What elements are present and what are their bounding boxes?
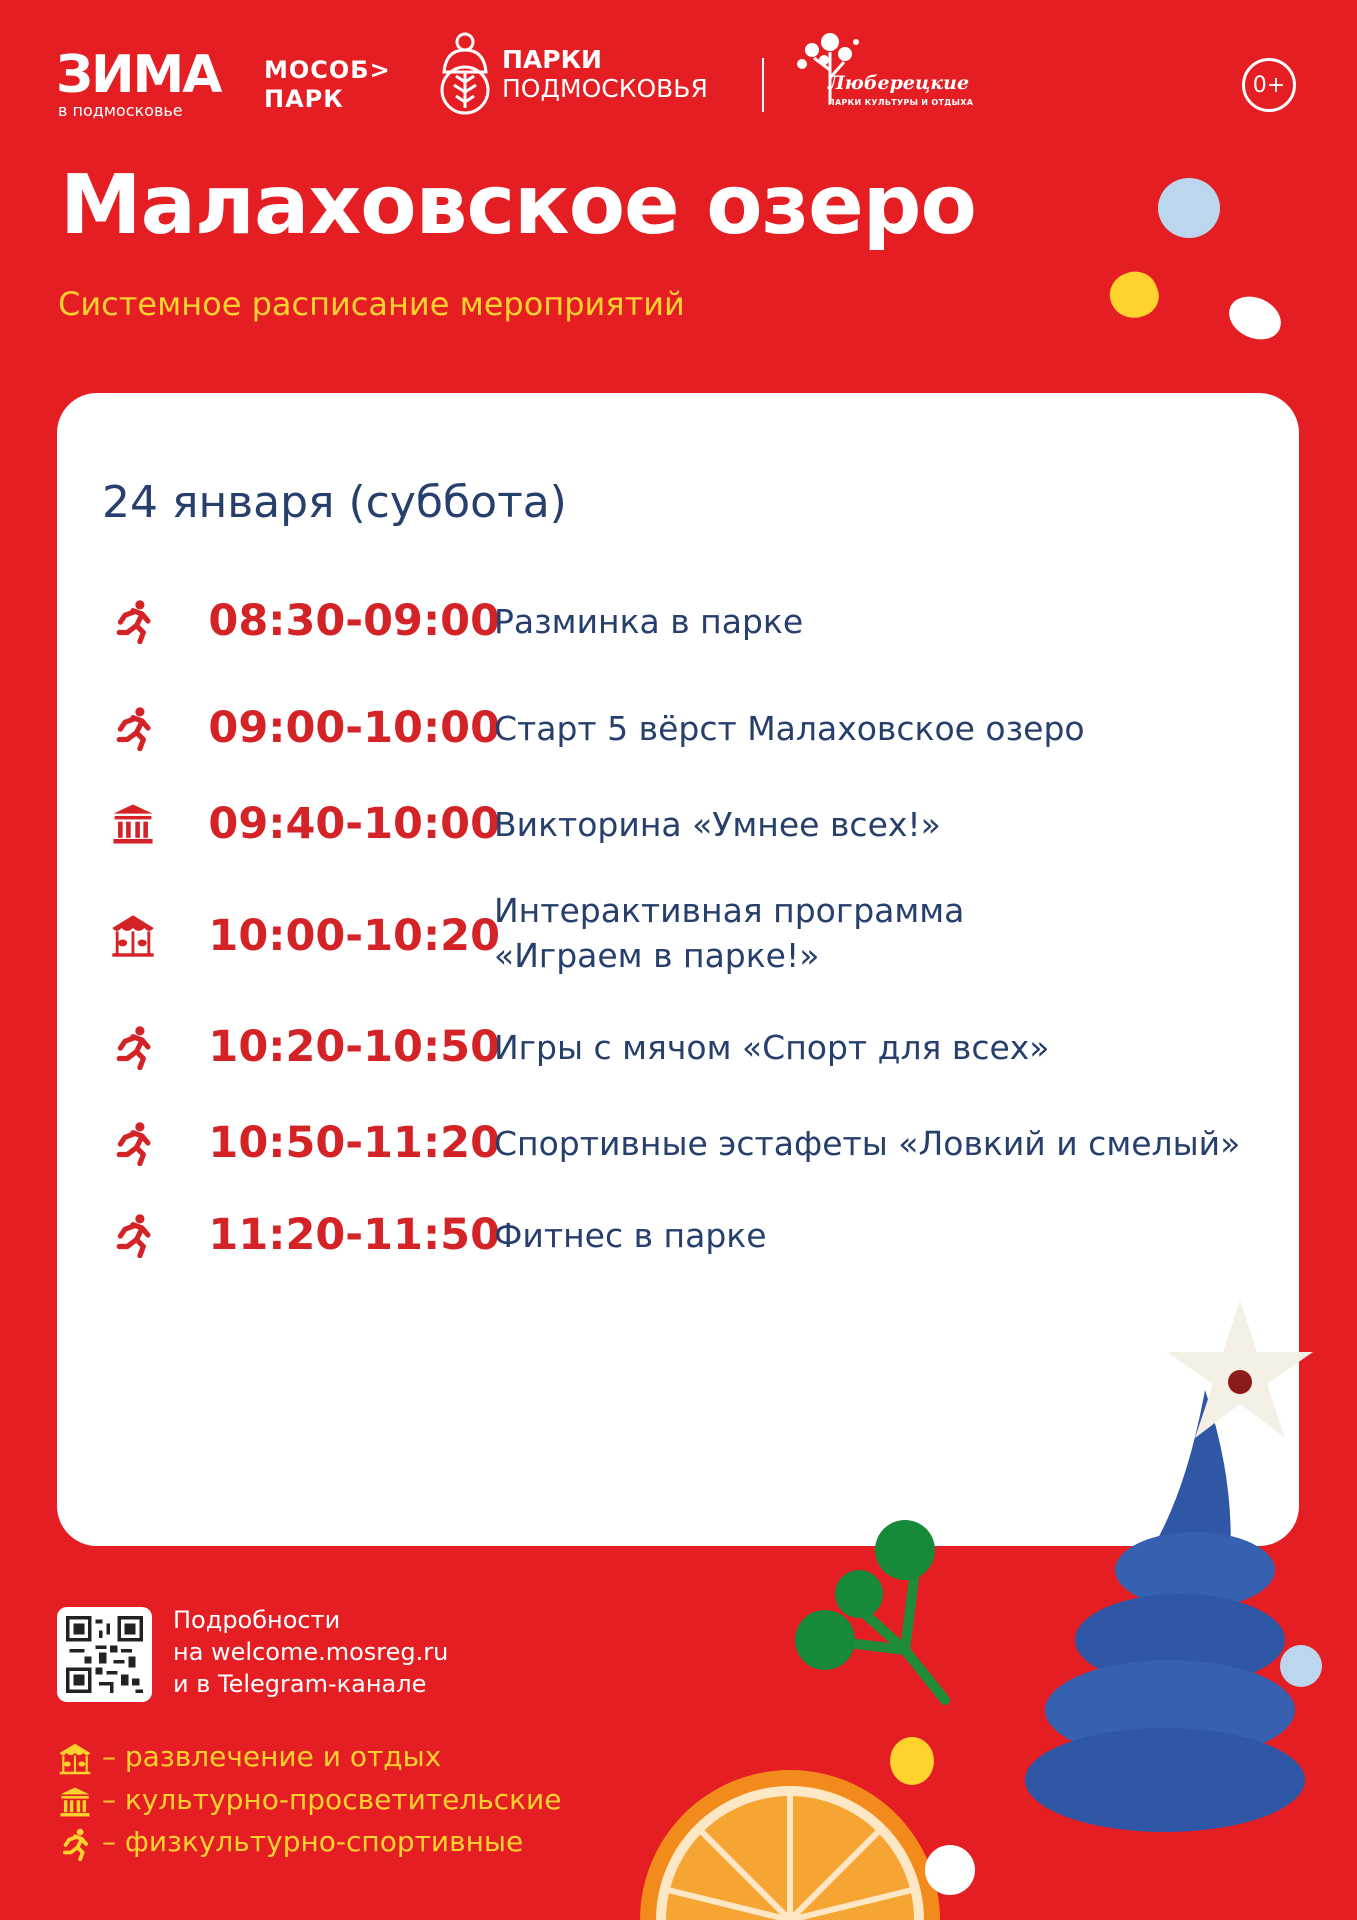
parki-podmoskovya-logo (436, 32, 708, 116)
christmas-tree-illustration (995, 1300, 1335, 1860)
event-name: Фитнес в парке (494, 1216, 767, 1255)
info-text (173, 1604, 448, 1700)
runner-icon (110, 1024, 156, 1070)
knit-hat-icon (436, 32, 494, 116)
decor-dot-white (925, 1845, 975, 1895)
legend-item (58, 1823, 658, 1861)
qr-code-image (66, 1616, 143, 1693)
event-name: Игры с мячом «Спорт для всех» (494, 1028, 1050, 1067)
event-time: 11:20-11:50 (208, 1210, 500, 1260)
legend-item (58, 1781, 658, 1819)
event-name: Интерактивная программа (494, 891, 965, 930)
runner-icon (58, 1827, 92, 1861)
runner-icon (110, 598, 156, 644)
info-line2: на welcome.mosreg.ru (173, 1638, 449, 1666)
header-divider (762, 58, 764, 112)
event-name-line2: «Играем в парке!» (494, 936, 820, 975)
green-berries-illustration (785, 1510, 985, 1710)
zima-logo-sub: в подмосковье (58, 101, 183, 120)
age-rating-badge: 0+ (1242, 58, 1296, 112)
schedule-row (110, 1022, 1290, 1072)
zima-logo-text: ЗИМА (56, 45, 221, 105)
page-subtitle: Системное расписание мероприятий (58, 285, 685, 323)
runner-icon (110, 705, 156, 751)
lyubertsy-logo-name: Люберецкие (828, 72, 970, 94)
mosoblpark-logo (264, 56, 391, 114)
legend-item (58, 1738, 658, 1776)
schedule-row (110, 799, 1290, 849)
schedule-row (110, 1210, 1290, 1260)
lyubertsy-logo-sub: ПАРКИ КУЛЬТУРЫ И ОТДЫХА (828, 98, 974, 107)
runner-icon (110, 1212, 156, 1258)
museum-icon (58, 1785, 92, 1819)
event-time: 09:40-10:00 (208, 799, 500, 849)
legend-text: – развлечение и отдых (102, 1740, 442, 1773)
schedule-row (110, 703, 1290, 753)
decor-dot-blue (1158, 178, 1220, 238)
info-line1: Подробности (173, 1606, 341, 1634)
page-title: Малаховское озеро (60, 158, 976, 253)
decor-dot-yellow (890, 1737, 934, 1785)
event-name: Старт 5 вёрст Малаховское озеро (494, 709, 1085, 748)
carousel-icon (110, 913, 156, 959)
event-name: Викторина «Умнее всех!» (494, 805, 941, 844)
decor-dot-white (1222, 288, 1288, 347)
schedule-row (110, 1118, 1290, 1168)
decor-dot-blue (1280, 1645, 1322, 1687)
schedule-row (110, 891, 1290, 1011)
mosoblpark-logo-line1: МОСОБ> (264, 56, 391, 84)
info-line3: и в Telegram-канале (173, 1670, 427, 1698)
parki-logo-line2: ПОДМОСКОВЬЯ (502, 74, 708, 103)
event-time: 10:00-10:20 (208, 911, 500, 961)
mosoblpark-logo-line2: ПАРК (264, 85, 344, 113)
event-time: 10:50-11:20 (208, 1118, 500, 1168)
event-time: 10:20-10:50 (208, 1022, 500, 1072)
carousel-icon (58, 1742, 92, 1776)
schedule-row (110, 596, 1290, 646)
legend-text: – физкультурно-спортивные (102, 1825, 524, 1858)
decor-dot-yellow (1104, 265, 1165, 325)
event-time: 08:30-09:00 (208, 596, 500, 646)
schedule-date: 24 января (суббота) (102, 477, 567, 528)
museum-icon (110, 801, 156, 847)
event-name: Разминка в парке (494, 602, 804, 641)
event-name: Спортивные эстафеты «Ловкий и смелый» (494, 1124, 1241, 1163)
runner-icon (110, 1120, 156, 1166)
parki-logo-line1: ПАРКИ (502, 45, 602, 74)
zima-logo (56, 45, 221, 120)
event-time: 09:00-10:00 (208, 703, 500, 753)
legend-text: – культурно-просветительские (102, 1783, 562, 1816)
qr-code[interactable] (57, 1607, 152, 1702)
